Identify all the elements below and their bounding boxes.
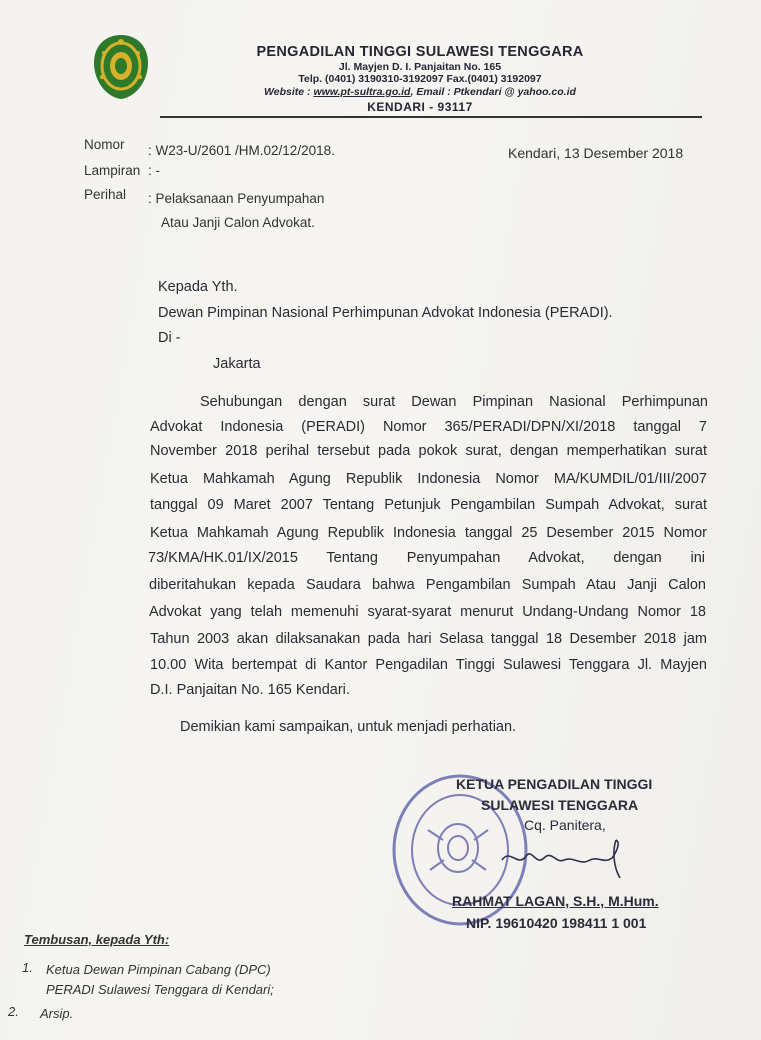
perihal-value-line1: : Pelaksanaan Penyumpahan [148,191,325,206]
institution-city: KENDARI - 93117 [367,100,473,114]
signatory-nip: NIP. 19610420 198411 1 001 [466,915,647,931]
website-link[interactable]: www.pt-sultra.go.id [313,86,411,98]
letter-date: Kendari, 13 Desember 2018 [508,145,684,161]
lampiran-value: : - [148,163,160,178]
email-text: , Email : Ptkendari @ yahoo.co.id [410,86,576,98]
signatory-title-line2: SULAWESI TENGGARA [481,797,639,813]
signatory-title-line1: KETUA PENGADILAN TINGGI [456,776,653,792]
body-line: D.I. Panjaitan No. 165 Kendari. [150,682,350,698]
perihal-label: Perihal [84,187,127,202]
institution-address: Jl. Mayjen D. I. Panjaitan No. 165 [338,61,502,73]
lampiran-label: Lampiran [84,163,141,178]
body-line: 10.00 Wita bertempat di Kantor Pengadilan Tinggi Sulawesi Tenggara Jl. Mayjen [150,657,707,673]
recipient-di: Di - [158,330,181,346]
recipient-place: Jakarta [213,356,261,372]
cc-item1-line2: PERADI Sulawesi Tenggara di Kendari; [46,982,274,997]
body-line: Tahun 2003 akan dilaksanakan pada hari Selasa tanggal 18 Desember 2018 jam [150,631,707,647]
recipient-name: Dewan Pimpinan Nasional Perhimpunan Advokat Indonesia (PERADI). [158,305,613,321]
body-line: Sehubungan dengan surat Dewan Pimpinan Nasional Perhimpunan [200,394,708,410]
body-line: tanggal 09 Maret 2007 Tentang Petunjuk Pengambilan Sumpah Advokat, surat [150,497,707,513]
nomor-label: Nomor [84,137,125,152]
perihal-value-line2: Atau Janji Calon Advokat. [161,215,315,230]
cc-item-number: 2. [8,1004,19,1019]
signatory-cq: Cq. Panitera, [524,817,606,833]
body-line: Ketua Mahkamah Agung Republik Indonesia tanggal 25 Desember 2015 Nomor [150,525,707,541]
handwritten-signature [500,838,630,880]
cc-heading: Tembusan, kepada Yth: [24,932,170,947]
header-divider [160,116,702,118]
body-line: 73/KMA/HK.01/IX/2015 Tentang Penyumpahan Advokat, dengan ini [148,550,705,566]
cc-item1-line1: Ketua Dewan Pimpinan Cabang (DPC) [46,962,271,977]
body-line: Advokat yang telah memenuhi syarat-syarat menurut Undang-Undang Nomor 18 [149,604,706,620]
institution-contact [200,86,640,98]
body-line: November 2018 perihal tersebut pada pokok surat, dengan memperhatikan surat [150,443,707,459]
institution-name: PENGADILAN TINGGI SULAWESI TENGGARA [256,44,584,60]
nomor-value: : W23-U/2601 /HM.02/12/2018. [148,143,335,158]
court-emblem-logo [92,33,150,101]
body-line: Ketua Mahkamah Agung Republik Indonesia Nomor MA/KUMDIL/01/III/2007 [150,471,707,487]
body-line: Advokat Indonesia (PERADI) Nomor 365/PERADI/DPN/XI/2018 tanggal 7 [150,419,707,435]
cc-item2: Arsip. [40,1006,74,1021]
recipient-to: Kepada Yth. [158,279,238,295]
closing-sentence: Demikian kami sampaikan, untuk menjadi perhatian. [180,719,517,735]
website-label: Website : [264,86,314,98]
institution-phone: Telp. (0401) 3190310-3192097 Fax.(0401) 3192097 [298,73,542,85]
signatory-name: RAHMAT LAGAN, S.H., M.Hum. [452,893,659,909]
body-line: diberitahukan kepada Saudara bahwa Pengambilan Sumpah Atau Janji Calon [149,577,706,593]
cc-item-number: 1. [22,960,33,975]
